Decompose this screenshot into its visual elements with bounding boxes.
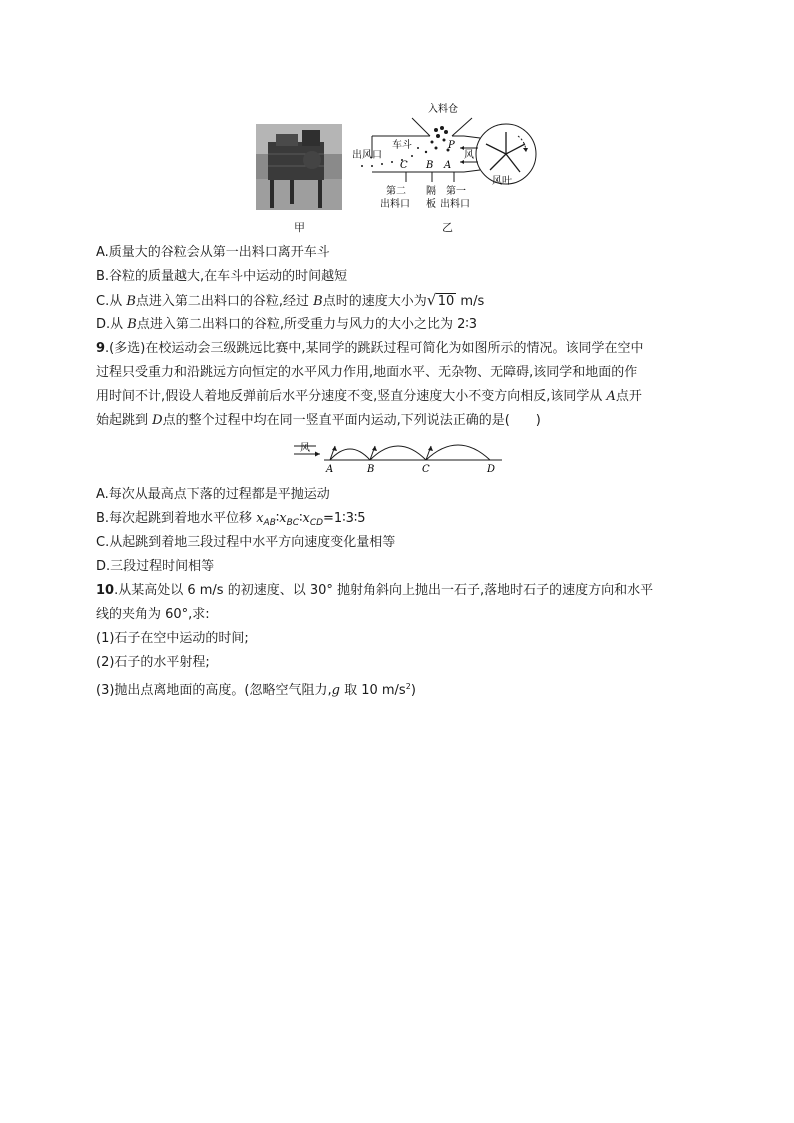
q9-figure-b: B bbox=[367, 464, 375, 475]
q9-option-b: B.每次起跳到着地水平位移 $x_{AB}∶x_{BC}∶x_{CD}=1∶3∶5$ bbox=[96, 511, 366, 528]
label-second-outlet-2: 出料口 bbox=[380, 199, 410, 210]
q9-stem-line-1: 9.(多选)在校运动会三级跳远比赛中,某同学的跳跃过程可简化为如图所示的情况。该同学在空中 bbox=[96, 341, 644, 356]
q9-figure-d: D bbox=[487, 464, 496, 475]
label-point-a: A bbox=[444, 160, 452, 171]
q9-figure-a: A bbox=[326, 464, 334, 475]
q10-stem-line-2: 线的夹角为 60°,求: bbox=[96, 607, 210, 622]
label-second-outlet-1: 第二 bbox=[386, 186, 406, 197]
label-fan: 风叶 bbox=[492, 176, 512, 187]
q9-figure-wind: 风 bbox=[300, 443, 310, 454]
q8-option-c: C.从 B点进入第二出料口的谷粒,经过 B点时的速度大小为 √ 10 m/s bbox=[96, 291, 485, 309]
figure-jia-photo bbox=[256, 124, 342, 210]
q10-sub-2: (2)石子的水平射程; bbox=[96, 655, 210, 670]
q9-stem-line-2: 过程只受重力和沿跳远方向恒定的水平风力作用,地面水平、无杂物、无障碍,该同学和地面的作 bbox=[96, 365, 638, 380]
label-point-b: B bbox=[426, 160, 434, 171]
figure-label-yi: 乙 bbox=[442, 221, 453, 234]
q8-option-d: D.从 B点进入第二出料口的谷粒,所受重力与风力的大小之比为 2∶3 bbox=[96, 317, 478, 332]
q10-stem-line-1: 10.从某高处以 6 m/s 的初速度、以 30° 抛射角斜向上抛出一石子,落地时石子的速度方向和水平 bbox=[96, 583, 654, 598]
q9-figure-c: C bbox=[422, 464, 430, 475]
q9-jump-figure bbox=[290, 436, 506, 476]
label-point-p: P bbox=[448, 140, 455, 151]
label-point-c: C bbox=[400, 160, 408, 171]
q9-stem-line-4: 始起跳到 D点的整个过程中均在同一竖直平面内运动,下列说法正确的是( ) bbox=[96, 413, 541, 428]
figure-label-jia: 甲 bbox=[294, 221, 305, 234]
label-partition-1: 隔 bbox=[426, 186, 436, 197]
label-hopper: 车斗 bbox=[392, 140, 412, 151]
label-outlet: 出风口 bbox=[352, 150, 382, 161]
label-inlet: 入料仓 bbox=[428, 104, 458, 115]
q10-sub-3: (3)抛出点离地面的高度。(忽略空气阻力,g 取 10 $m/s^2$) bbox=[96, 682, 416, 698]
figure-yi-diagram bbox=[352, 100, 542, 212]
q9-option-c: C.从起跳到着地三段过程中水平方向速度变化量相等 bbox=[96, 535, 396, 550]
label-wind: 风 bbox=[464, 150, 474, 161]
label-first-outlet-1: 第一 bbox=[446, 186, 466, 197]
label-first-outlet-2: 出料口 bbox=[440, 199, 470, 210]
q8-option-a: A.质量大的谷粒会从第一出料口离开车斗 bbox=[96, 245, 330, 260]
fan-blades-icon bbox=[486, 132, 525, 172]
q8-option-b: B.谷粒的质量越大,在车斗中运动的时间越短 bbox=[96, 269, 348, 284]
sqrt-expression: √ 10 bbox=[426, 291, 455, 309]
q9-option-a: A.每次从最高点下落的过程都是平抛运动 bbox=[96, 487, 330, 502]
q10-sub-1: (1)石子在空中运动的时间; bbox=[96, 631, 249, 646]
q9-option-d: D.三段过程时间相等 bbox=[96, 559, 215, 574]
label-partition-2: 板 bbox=[426, 199, 436, 210]
q9-stem-line-3: 用时间不计,假设人着地反弹前后水平分速度不变,竖直分速度大小不变方向相反,该同学从 A点开 bbox=[96, 389, 642, 404]
